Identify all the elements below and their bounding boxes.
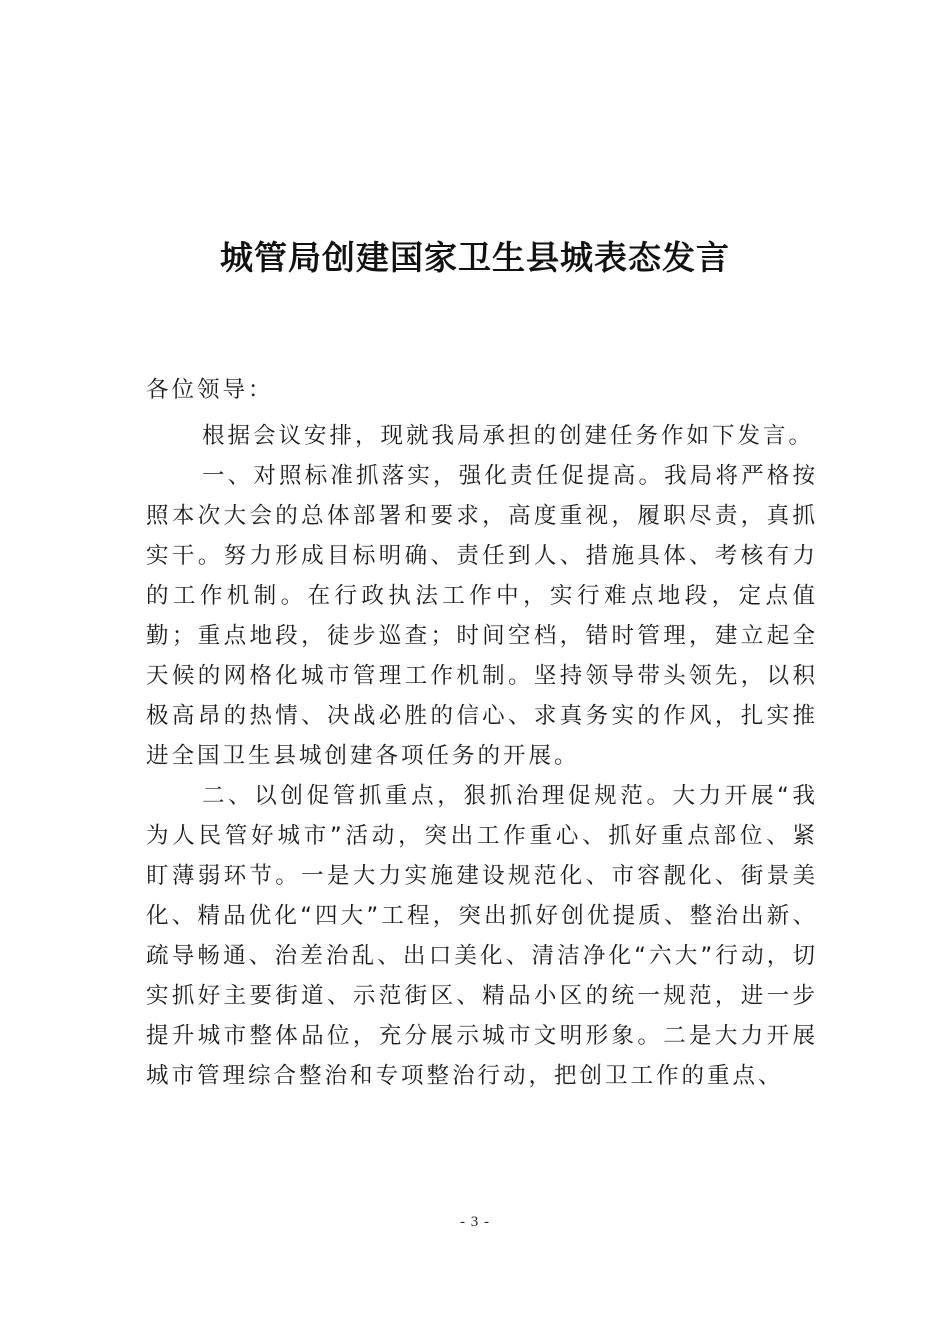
paragraph-section-two: 二、以创促管抓重点，狠抓治理促规范。大力开展“我为人民管好城市”活动，突出工作重心、抓好重点部位、紧盯薄弱环节。一是大力实施建设规范化、市容靓化、街景美化、精品优化“四大”工程，突出抓好创优提质、整治出新、疏导畅通、治差治乱、出口美化、清洁净化“六大”行动，切实抓好主要街道、示范街区、精品小区的统一规范，进一步提升城市整体品位，充分展示城市文明形象。二是大力开展城市管理综合整治和专项整治行动，把创卫工作的重点、 — [146, 783, 818, 1089]
paragraph-section-one: 一、对照标准抓落实，强化责任促提高。我局将严格按照本次大会的总体部署和要求，高度重视，履职尽责，真抓实干。努力形成目标明确、责任到人、措施具体、考核有力的工作机制。在行政执法工作中，实行难点地段，定点值勤；重点地段，徒步巡查；时间空档，错时管理，建立起全天候的网格化城市管理工作机制。坚持领导带头领先，以积极高昂的热情、决战必胜的信心、求真务实的作风，扎实推进全国卫生县城创建各项任务的开展。 — [146, 463, 818, 769]
page-number: - 3 - — [460, 1214, 490, 1230]
salutation: 各位领导： — [146, 377, 274, 403]
paragraph-intro: 根据会议安排，现就我局承担的创建任务作如下发言。 — [202, 423, 815, 449]
document-title: 城管局创建国家卫生县城表态发言 — [220, 238, 730, 277]
document-body — [146, 370, 818, 1096]
